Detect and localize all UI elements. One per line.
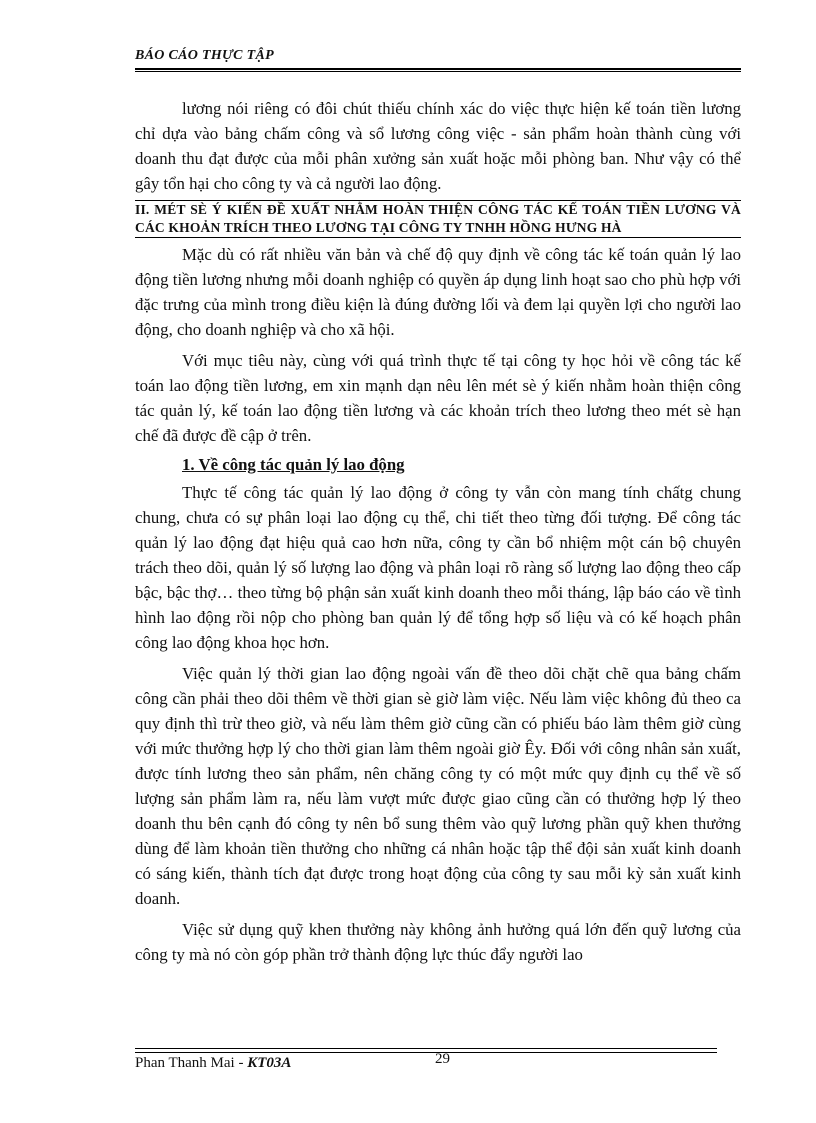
page-header <box>135 48 741 64</box>
paragraph-1: Mặc dù có rất nhiều văn bản và chế độ quy định về công tác kế toán quản lý lao động tiền lương nhưng mỗi doanh nghiệp có quyền áp dụng linh hoạt sao cho phù hợp với đặc trưng của mình trong điều kiện là đúng đường lối và đem lại quyền lợi cho người lao động, cho doanh nghiệp và cho xã hội. <box>135 245 741 339</box>
document-body <box>135 96 741 967</box>
footer-rule <box>135 1048 717 1053</box>
header-title: BÁO CÁO THỰC TẬP <box>135 48 274 63</box>
paragraph-continued: lương nói riêng có đôi chút thiếu chính xác do việc thực hiện kế toán tiền lương chỉ dựa vào bảng chấm công và sổ lương công việc - sản phẩm hoàn thành cùng với doanh thu đạt được của mỗi phân xưởng sản xuất hoặc mỗi phòng ban. Như vậy có thể gây tổn hại cho công ty và cả người lao động. <box>135 99 741 193</box>
page-number: 29 <box>435 1051 450 1067</box>
paragraph-3: Thực tế công tác quản lý lao động ở công ty vẫn còn mang tính chấtg chung chung, chưa có sự phân loại lao động cụ thể, chi tiết theo từng đối tượng. Để công tác quản lý lao động đạt hiệu quả cao hơn nữa, công ty cần bổ nhiệm một cán bộ chuyên trách theo dõi, quản lý số lượng lao động và phân loại rõ ràng số lượng lao động theo cấp bậc, bậc thợ… theo từng bộ phận sản xuất kinh doanh theo mỗi tháng, lập báo cáo về tình hình lao động rồi nộp cho phòng ban quản lý để tổng hợp số liệu và có kế hoạch phân công lao động khoa học hơn. <box>135 483 741 652</box>
paragraph-4: Việc quản lý thời gian lao động ngoài vấn đề theo dõi chặt chẽ qua bảng chấm công cần phải theo dõi thêm về thời gian sè giờ làm việc. Nếu làm việc không đủ theo ca quy định thì trừ theo giờ, và nếu làm thêm giờ cũng cần có phiếu báo làm thêm giờ cùng với mức thưởng hợp lý cho thời gian làm thêm ngoài giờ Êy. Đối với công nhân sản xuất, được tính lương theo sản phẩm, nên chăng công ty có một mức quy định cụ thể về số lượng sản phẩm làm ra, nếu làm vượt mức được giao cũng cần có thưởng hợp lý theo doanh thu bên cạnh đó công ty nên bổ sung thêm vào quỹ lương phần quỹ khen thưởng dùng để làm khoản tiền thưởng cho những cá nhân hoặc tập thể đội sản xuất kinh doanh có sáng kiến, thành tích đạt được trong hoạt động của công ty sau mỗi kỳ sản xuất kinh doanh. <box>135 664 741 908</box>
header-rule <box>135 68 741 72</box>
subsection-heading: 1. Về công tác quản lý lao động <box>182 455 405 474</box>
footer-author: Phan Thanh Mai - KT03A <box>135 1055 292 1071</box>
paragraph-5: Việc sử dụng quỹ khen thưởng này không ảnh hưởng quá lớn đến quỹ lương của công ty mà nó còn góp phần trở thành động lực thúc đẩy người lao <box>135 920 741 964</box>
section-heading: II. MÉT SÈ Ý KIẾN ĐỀ XUẤT NHẰM HOÀN THIỆN CÔNG TÁC KẾ TOÁN TIỀN LƯƠNG VÀ CÁC KHOẢN TRÍCH THEO LƯƠNG TẠI CÔNG TY TNHH HỒNG HƯNG HÀ <box>135 200 741 238</box>
footer-class: KT03A <box>247 1055 292 1071</box>
paragraph-2: Với mục tiêu này, cùng với quá trình thực tế tại công ty học hỏi về công tác kế toán lao động tiền lương, em xin mạnh dạn nêu lên mét sè ý kiến nhằm hoàn thiện công tác quản lý, kế toán lao động tiền lương và các khoản trích theo lương theo mét sè hạn chế đã được đề cập ở trên. <box>135 351 741 445</box>
